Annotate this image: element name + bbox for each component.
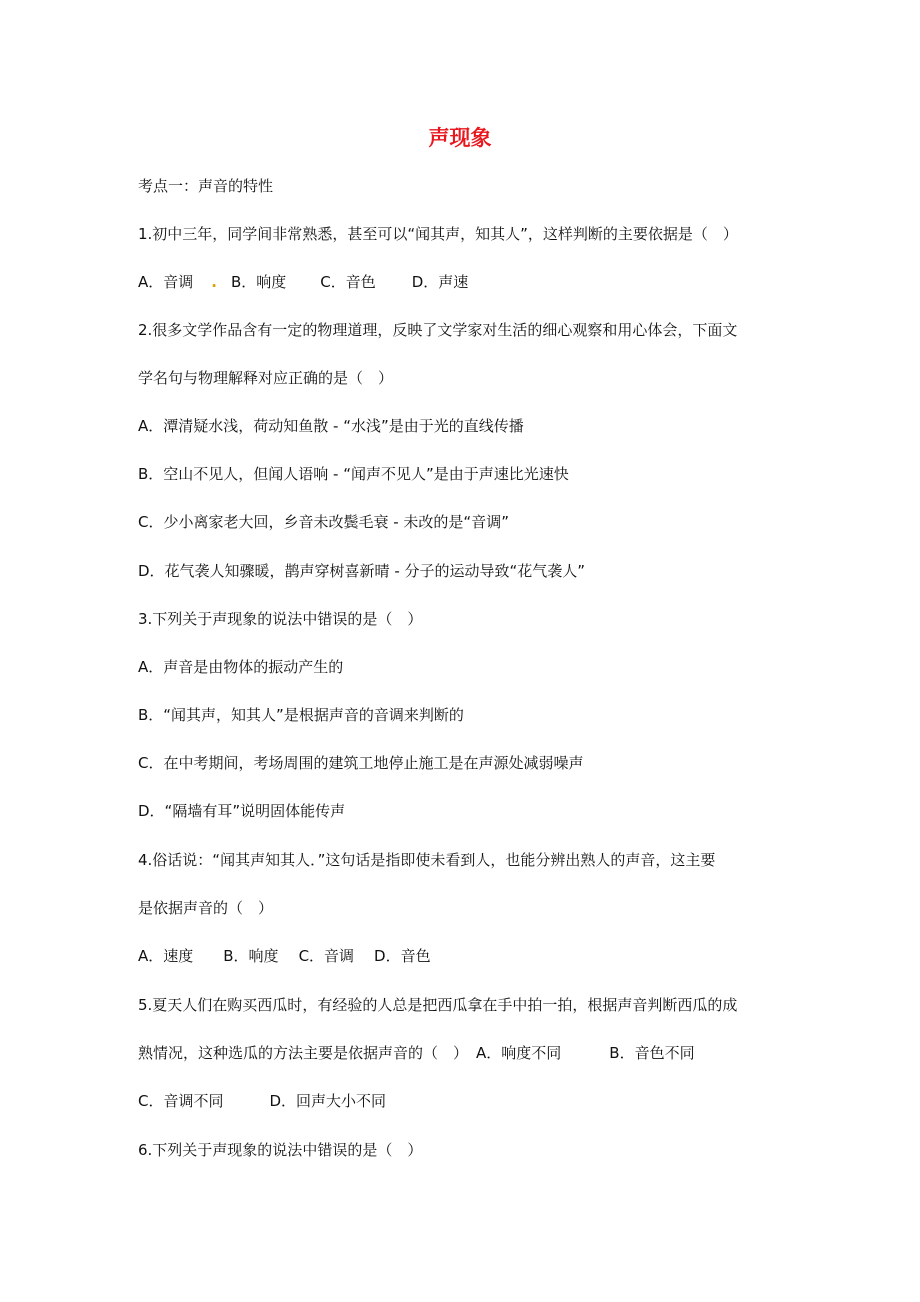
- question-4-stem-line-1: 4.俗话说：“闻其声知其人．”这句话是指即使未看到人，也能分辨出熟人的声音，这主要: [138, 851, 716, 869]
- question-2-option-b: B．空山不见人，但闻人语响 - “闻声不见人”是由于声速比光速快: [138, 465, 569, 483]
- question-2-option-c: C．少小离家老大回，乡音未改鬓毛衰 - 未改的是“音调”: [138, 513, 509, 531]
- question-5-stem-line-1: 5.夏天人们在购买西瓜时，有经验的人总是把西瓜拿在手中拍一拍，根据声音判断西瓜的成: [138, 996, 738, 1014]
- question-2-option-a: A．潭清疑水浅，荷动知鱼散 - “水浅”是由于光的直线传播: [138, 417, 524, 435]
- question-2-option-d: D．花气袭人知骤暖，鹊声穿树喜新晴 - 分子的运动导致“花气袭人”: [138, 562, 586, 580]
- question-5-options-row-2: [138, 1091, 880, 1111]
- question-1-options: [138, 272, 880, 292]
- question-1-option-b: B．响度: [230, 273, 287, 291]
- question-5-stem-line-2: [138, 1043, 880, 1063]
- question-3-stem: 3.下列关于声现象的说法中错误的是（ ）: [138, 610, 423, 628]
- question-4-options: [138, 946, 880, 966]
- question-1-stem: 1.初中三年，同学间非常熟悉，甚至可以“闻其声，知其人”，这样判断的主要依据是（ ）: [138, 225, 738, 243]
- question-4-option-a: A．速度: [138, 947, 194, 965]
- question-4-option-c: C．音调: [298, 947, 355, 965]
- question-5-option-d: D．回声大小不同: [269, 1092, 387, 1110]
- stray-mark: .: [211, 273, 217, 291]
- section-heading: 考点一：声音的特性: [138, 177, 274, 195]
- question-1-option-c: C．音色: [320, 273, 376, 291]
- question-1-option-a: A．音调: [138, 273, 194, 291]
- question-5-option-c: C．音调不同: [138, 1092, 224, 1110]
- question-5-option-a: A．响度不同: [476, 1044, 562, 1062]
- question-2-stem-line-1: 2.很多文学作品含有一定的物理道理，反映了文学家对生活的细心观察和用心体会，下面文: [138, 321, 738, 339]
- question-5-stem-text: 熟情况，这种选瓜的方法主要是依据声音的（ ）: [138, 1044, 469, 1062]
- question-3-option-b: B．“闻其声，知其人”是根据声音的音调来判断的: [138, 706, 464, 724]
- question-3-option-c: C．在中考期间，考场周围的建筑工地停止施工是在声源处减弱噪声: [138, 754, 584, 772]
- question-4-option-d: D．音色: [374, 947, 431, 965]
- question-4-stem-line-2: 是依据声音的（ ）: [138, 899, 274, 917]
- question-4-option-b: B．响度: [223, 947, 279, 965]
- question-2-stem-line-2: 学名句与物理解释对应正确的是（ ）: [138, 369, 394, 387]
- question-3-option-d: D．“隔墙有耳”说明固体能传声: [138, 802, 346, 820]
- question-6-stem: 6.下列关于声现象的说法中错误的是（ ）: [138, 1141, 423, 1159]
- page-title: 声现象: [428, 126, 492, 150]
- question-3-option-a: A．声音是由物体的振动产生的: [138, 658, 344, 676]
- question-5-option-b: B．音色不同: [609, 1044, 695, 1062]
- question-1-option-d: D．声速: [411, 273, 469, 291]
